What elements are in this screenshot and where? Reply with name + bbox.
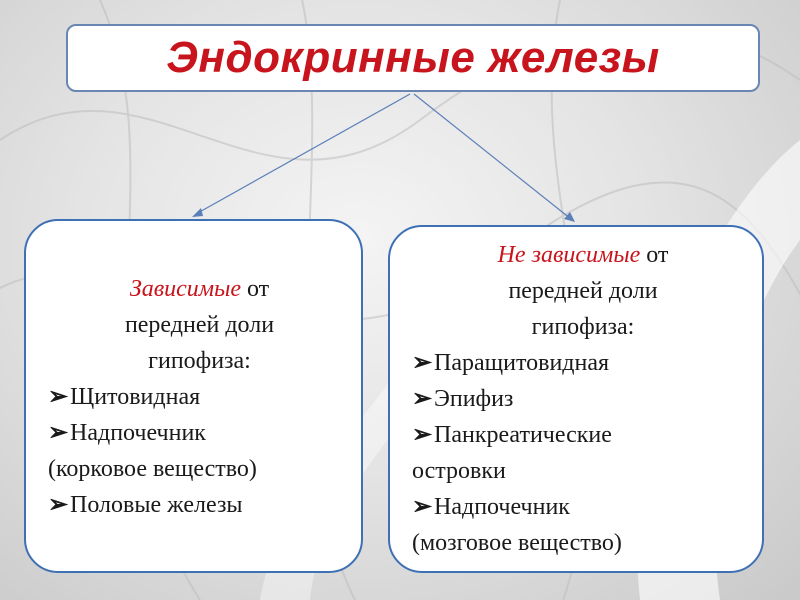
- arrow-right-head: [564, 212, 575, 222]
- list-item-label: Панкреатические: [434, 422, 612, 448]
- list-item-label: Эпифиз: [434, 386, 514, 412]
- bullet-arrow-icon: ➢: [48, 384, 69, 410]
- independent-heading-rest: от: [646, 242, 669, 268]
- bullet-arrow-icon: ➢: [48, 420, 69, 446]
- arrow-left: [196, 94, 410, 214]
- bullet-arrow-icon: ➢: [48, 492, 69, 518]
- list-item-label: Надпочечник: [70, 420, 206, 446]
- list-item-note: островки: [412, 458, 506, 484]
- diagram-title: Эндокринные железы: [166, 33, 660, 82]
- list-item: [412, 345, 754, 381]
- list-item-note: (корковое вещество): [48, 456, 257, 482]
- dependent-heading: [48, 271, 351, 307]
- title-box: [66, 24, 760, 92]
- list-item-label: Щитовидная: [70, 384, 201, 410]
- independent-glands-card: [388, 225, 764, 573]
- arrow-left-head: [192, 208, 203, 217]
- list-item-label: Половые железы: [70, 492, 243, 518]
- dependent-heading-line3: гипофиза:: [148, 348, 251, 374]
- list-item-label: Паращитовидная: [434, 350, 610, 376]
- dependent-emphasis: Зависимые: [129, 276, 241, 302]
- list-item-note: (мозговое вещество): [412, 530, 622, 556]
- list-item: [48, 379, 351, 415]
- bullet-arrow-icon: ➢: [412, 494, 433, 520]
- list-item: [412, 489, 754, 561]
- list-item: [412, 417, 754, 489]
- bullet-arrow-icon: ➢: [412, 386, 433, 412]
- bullet-arrow-icon: ➢: [412, 422, 433, 448]
- arrow-right: [414, 94, 571, 219]
- independent-heading-line2: передней доли: [508, 278, 658, 304]
- independent-emphasis: Не зависимые: [497, 242, 641, 268]
- list-item: [48, 487, 351, 523]
- list-item-label: Надпочечник: [434, 494, 570, 520]
- dependent-heading-rest: от: [247, 276, 270, 302]
- independent-heading: [412, 237, 754, 273]
- dependent-glands-card: [24, 219, 363, 573]
- list-item: [412, 381, 754, 417]
- dependent-heading-line2: передней доли: [124, 312, 275, 338]
- independent-heading-line3: гипофиза:: [531, 314, 635, 340]
- bullet-arrow-icon: ➢: [412, 350, 433, 376]
- list-item: [48, 415, 351, 487]
